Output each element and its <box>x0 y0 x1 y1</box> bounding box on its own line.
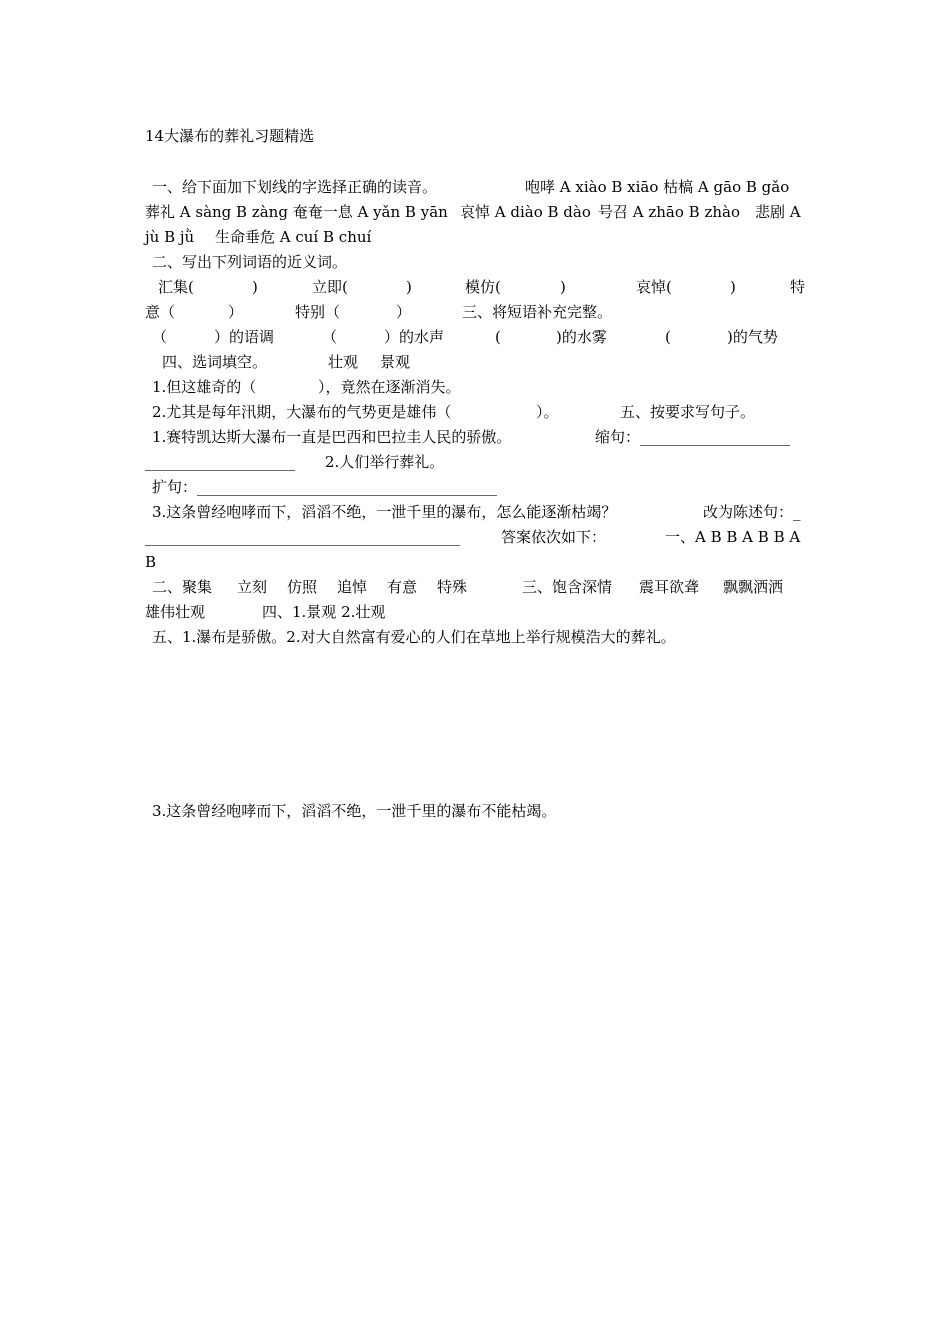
phrase-1-open: （ <box>152 328 168 346</box>
answer-2-3: 仿照 <box>287 578 318 596</box>
rewrite-1-sentence: 1.赛特凯达斯大瀑布一直是巴西和巴拉圭人民的骄傲。 <box>152 428 512 446</box>
synonym-4-close: ) <box>730 278 736 296</box>
rewrite-3-sentence: 3.这条曾经咆哮而下，滔滔不绝，一泄千里的瀑布，怎么能逐渐枯竭？ <box>152 503 617 521</box>
answer-5-3: 3.这条曾经咆哮而下，滔滔不绝，一泄千里的瀑布不能枯竭。 <box>152 802 557 820</box>
answer-3-3: 飘飘洒洒 <box>723 578 784 596</box>
phrase-4-text: )的气势 <box>727 328 778 346</box>
pinyin-line-6: jù B jǜ <box>145 228 195 246</box>
fill-1-end: ），竟然在逐渐消失。 <box>318 378 461 396</box>
answers-heading: 答案依次如下： <box>501 528 607 546</box>
synonym-3-close: ) <box>560 278 566 296</box>
page-title: 14大瀑布的葬礼习题精选 <box>145 127 315 145</box>
answer-2-2: 立刻 <box>237 578 268 596</box>
synonym-2-label: 立即( <box>312 278 348 296</box>
pinyin-line-3: 哀悼 A diào B dào <box>460 203 591 221</box>
fill-2-end: ）。 <box>536 403 559 421</box>
answer-1-b: B <box>145 553 157 571</box>
synonym-6-close: ） <box>396 303 412 321</box>
phrase-2-text: ）的水声 <box>384 328 445 346</box>
phrase-3-text: )的水雾 <box>556 328 607 346</box>
answer-1-a: 一、A B B A B B A <box>665 528 801 546</box>
synonym-5-label-a: 特 <box>790 278 806 296</box>
section-5-heading: 五、按要求写句子。 <box>620 403 756 421</box>
answer-3-1: 三、饱含深情 <box>522 578 613 596</box>
section-2-heading: 二、写出下列词语的近义词。 <box>152 253 348 271</box>
phrase-3-open: ( <box>495 328 501 346</box>
answer-3-4: 雄伟壮观 <box>145 603 206 621</box>
fill-1-start: 1.但这雄奇的（ <box>152 378 257 396</box>
phrase-2-open: （ <box>322 328 338 346</box>
answer-3-2: 震耳欲聋 <box>639 578 700 596</box>
synonym-1-label: 汇集( <box>158 278 194 296</box>
answer-2-1: 二、聚集 <box>152 578 213 596</box>
section-1-heading: 一、给下面加下划线的字选择正确的读音。 <box>152 178 438 196</box>
pinyin-line-4: 号召 A zhāo B zhào <box>598 203 741 221</box>
word-choice-2: 景观 <box>380 353 411 371</box>
synonym-2-close: ) <box>406 278 412 296</box>
section-3-heading: 三、将短语补充完整。 <box>462 303 613 321</box>
synonym-5-close: ） <box>228 303 244 321</box>
synonym-1-close: ) <box>252 278 258 296</box>
section-4-heading: 四、选词填空。 <box>162 353 268 371</box>
answer-4: 四、1.景观 2.壮观 <box>262 603 386 621</box>
rewrite-1-shorten: 缩句：____________________ <box>595 428 791 446</box>
word-choice-1: 壮观 <box>328 353 359 371</box>
synonym-3-label: 模仿( <box>465 278 501 296</box>
synonym-5-label-b: 意（ <box>145 303 176 321</box>
answer-2-4: 追悼 <box>337 578 368 596</box>
rewrite-3-blank: __________________________________________ <box>145 528 460 546</box>
synonym-4-label: 哀悼( <box>636 278 672 296</box>
synonym-6-label: 特别（ <box>295 303 341 321</box>
pinyin-line-2: 葬礼 A sàng B zàng 奄奄一息 A yǎn B yān <box>145 203 448 221</box>
pinyin-line-7: 生命垂危 A cuí B chuí <box>215 228 372 246</box>
rewrite-1-blank: ____________________ <box>145 453 295 471</box>
pinyin-line-1: 咆哮 A xiào B xiāo 枯槁 A gāo B gǎo <box>525 178 790 196</box>
answer-5-1: 五、1.瀑布是骄傲。2.对大自然富有爱心的人们在草地上举行规模浩大的葬礼。 <box>152 628 676 646</box>
rewrite-2-sentence: 2.人们举行葬礼。 <box>325 453 445 471</box>
answer-2-5: 有意 <box>387 578 418 596</box>
phrase-4-open: ( <box>665 328 671 346</box>
rewrite-2-expand: 扩句：________________________________________ <box>152 478 498 496</box>
phrase-1-text: ）的语调 <box>214 328 275 346</box>
fill-2-start: 2.尤其是每年汛期，大瀑布的气势更是雄伟（ <box>152 403 452 421</box>
pinyin-line-5: 悲剧 A <box>755 203 801 221</box>
answer-2-6: 特殊 <box>437 578 468 596</box>
rewrite-3-label: 改为陈述句：_ <box>703 503 801 521</box>
